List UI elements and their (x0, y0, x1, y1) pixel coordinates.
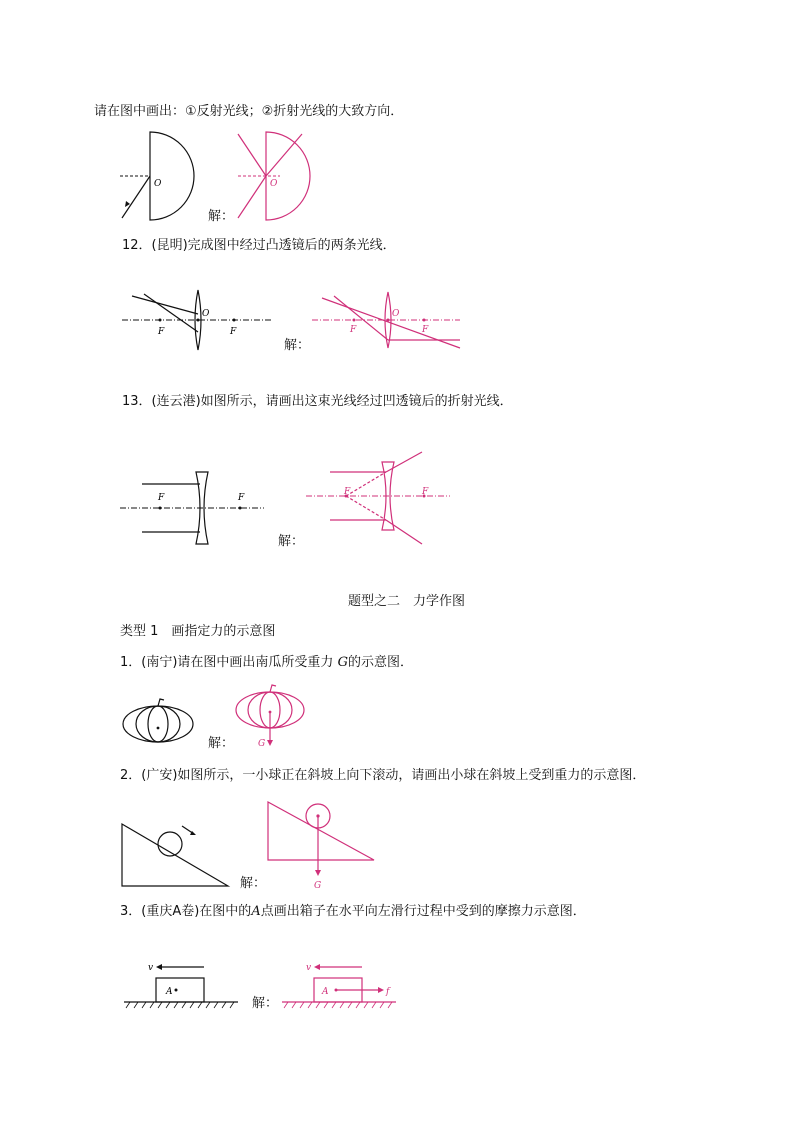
q13-text: 13．(连云港)如图所示，请画出这束光线经过凹透镜后的折射光线． (122, 394, 513, 409)
label-a: A (322, 987, 329, 997)
answer-label-0: 解： (208, 209, 235, 224)
pumpkin-answer-figure (234, 684, 310, 754)
convex-lens-question-figure (120, 288, 275, 352)
box-answer-figure (280, 958, 400, 1010)
m1-text: 1．(南宁)请在图中画出南瓜所受重力 G的示意图． (120, 655, 413, 670)
label-f-right: F (422, 487, 429, 497)
answer-label-m2: 解： (240, 876, 267, 891)
m2-text: 2．(广安)如图所示，一小球正在斜坡上向下滚动，请画出小球在斜坡上受到重力的示意图． (120, 768, 646, 783)
label-o: O (154, 179, 162, 189)
label-f-right: F (230, 327, 237, 337)
q12-text: 12．(昆明)完成图中经过凸透镜后的两条光线． (122, 238, 396, 253)
label-v: v (306, 963, 312, 973)
answer-label-12: 解： (284, 338, 311, 353)
type1-title: 类型 1 画指定力的示意图 (120, 624, 276, 639)
label-o: O (202, 309, 210, 319)
label-f-left: F (158, 327, 165, 337)
label-a: A (166, 987, 173, 997)
label-f-left: F (158, 493, 165, 503)
semicircle-answer-figure (236, 128, 326, 224)
answer-label-m1: 解： (208, 736, 235, 751)
label-g: G (314, 881, 322, 891)
semicircle-question-figure (110, 128, 210, 224)
label-f-left: F (344, 487, 351, 497)
label-f: f (386, 987, 390, 997)
slope-answer-figure (266, 800, 378, 892)
section-title: 题型之二 力学作图 (348, 594, 466, 609)
concave-lens-question-figure (118, 470, 268, 546)
label-v: v (148, 963, 154, 973)
label-f-right: F (422, 325, 429, 335)
answer-label-m3: 解： (252, 996, 279, 1011)
m3-text: 3．(重庆A卷)在图中的A点画出箱子在水平向左滑行过程中受到的摩擦力示意图． (120, 904, 586, 919)
pumpkin-question-figure (120, 698, 196, 744)
label-f-left: F (350, 325, 357, 335)
intro-text: 请在图中画出：①反射光线；②折射光线的大致方向． (94, 104, 404, 119)
convex-lens-answer-figure (310, 290, 465, 352)
label-o: O (270, 179, 278, 189)
label-f-right: F (238, 493, 245, 503)
answer-label-13: 解： (278, 534, 305, 549)
label-o: O (392, 309, 400, 319)
slope-question-figure (120, 820, 232, 890)
concave-lens-answer-figure (304, 450, 454, 548)
label-g: G (258, 739, 266, 749)
box-question-figure (122, 958, 242, 1010)
